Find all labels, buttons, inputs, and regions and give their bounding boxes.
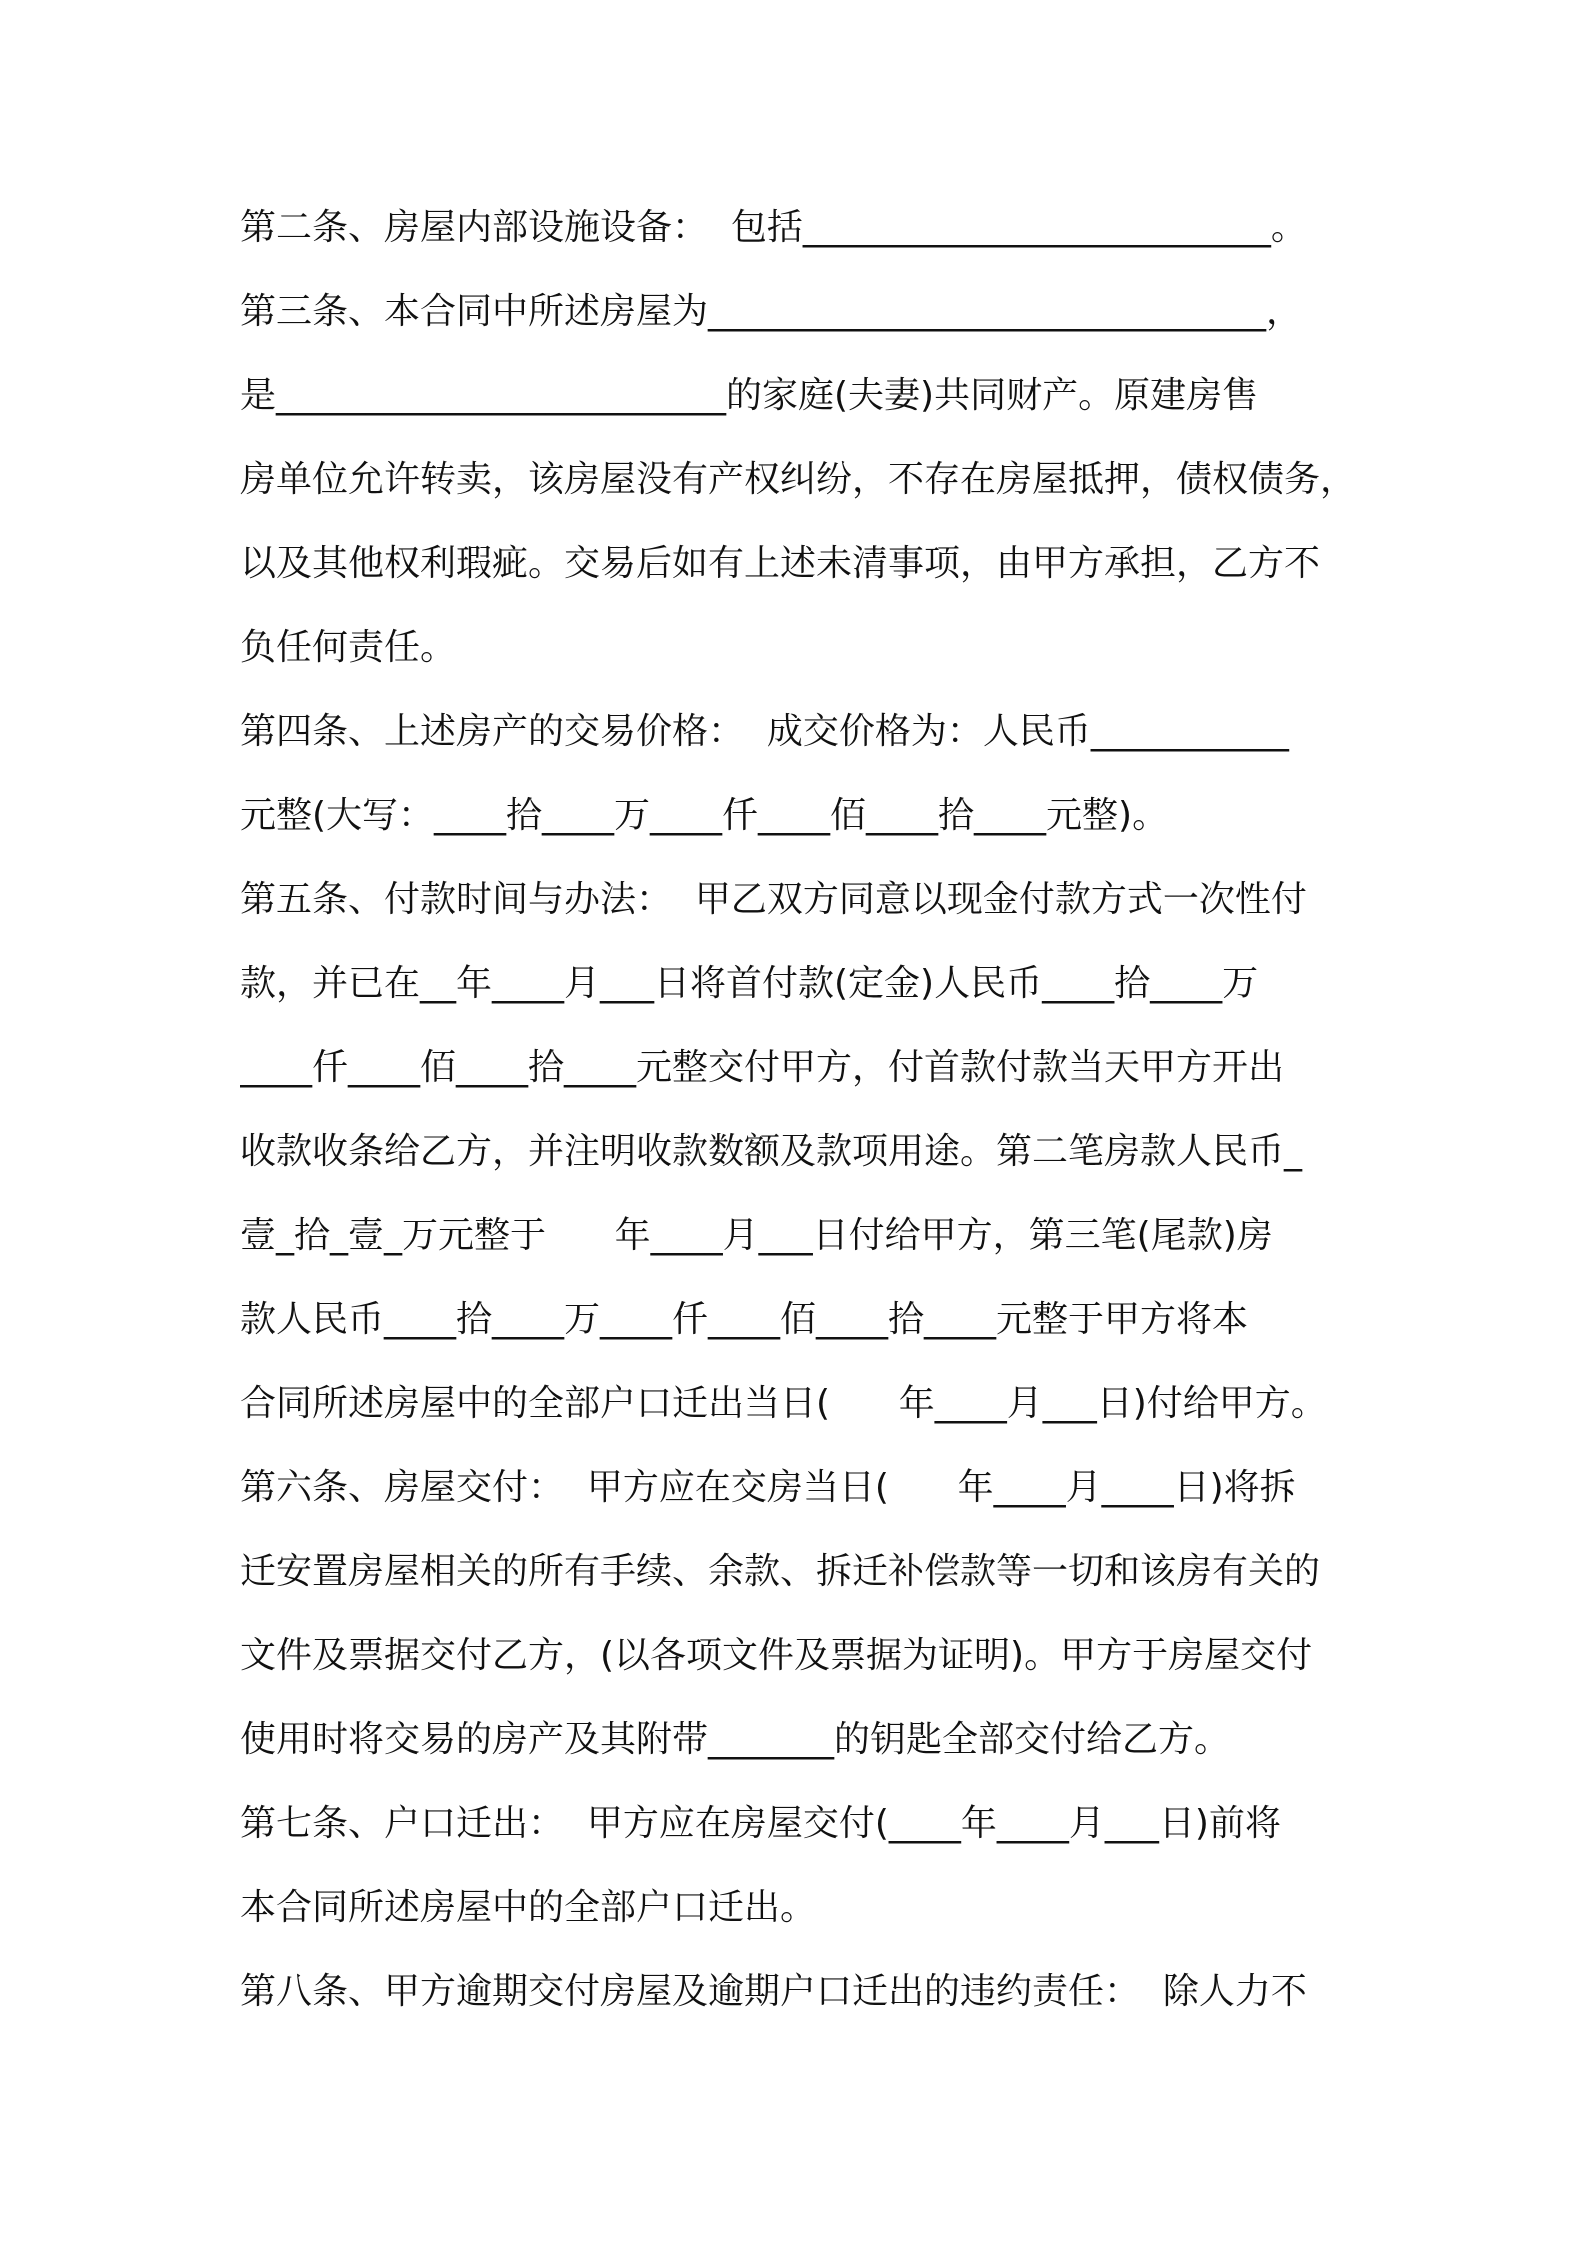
clause-6-line-4: 使用时将交易的房产及其附带_______的钥匙全部交付给乙方。 (240, 1719, 1231, 1760)
clause-3-line-1: 第三条、本合同中所述房屋为_______________________________， (240, 291, 1303, 332)
clause-2-line-1: 第二条、房屋内部设施设备： 包括__________________________。 (240, 207, 1307, 248)
clause-3-line-4: 以及其他权利瑕疵。交易后如有上述未清事项，由甲方承担，乙方不 (240, 543, 1321, 584)
clause-7-line-1: 第七条、户口迁出： 甲方应在房屋交付(____年____月___日)前将 (240, 1803, 1281, 1844)
clause-5-line-4: 收款收条给乙方，并注明收款数额及款项用途。第二笔房款人民币_ (240, 1131, 1303, 1172)
clause-4-line-2: 元整(大写：____拾____万____仟____佰____拾____元整)。 (240, 795, 1169, 836)
clause-3-line-3: 房单位允许转卖，该房屋没有产权纠纷，不存在房屋抵押，债权债务， (240, 459, 1357, 500)
clause-6-line-2: 迁安置房屋相关的所有手续、余款、拆迁补偿款等一切和该房有关的 (240, 1551, 1321, 1592)
clause-5-line-2: 款，并已在__年____月___日将首付款(定金)人民币____拾____万 (240, 963, 1259, 1004)
clause-3-line-5: 负任何责任。 (240, 627, 457, 668)
clause-5-line-5: 壹_拾_壹_万元整于 年____月___日付给甲方，第三笔(尾款)房 (240, 1215, 1273, 1256)
clause-7-line-2: 本合同所述房屋中的全部户口迁出。 (240, 1887, 817, 1928)
clause-5-line-3: ____仟____佰____拾____元整交付甲方，付首款付款当天甲方开出 (240, 1047, 1285, 1088)
clause-3-line-2: 是_________________________的家庭(夫妻)共同财产。原建房售 (240, 375, 1259, 416)
clause-8-line-1: 第八条、甲方逾期交付房屋及逾期户口迁出的违约责任： 除人力不 (240, 1971, 1307, 2012)
clause-6-line-3: 文件及票据交付乙方，(以各项文件及票据为证明)。甲方于房屋交付 (240, 1635, 1313, 1676)
clause-5-line-6: 款人民币____拾____万____仟____佰____拾____元整于甲方将本 (240, 1299, 1249, 1340)
clause-6-line-1: 第六条、房屋交付： 甲方应在交房当日( 年____月____日)将拆 (240, 1467, 1296, 1508)
clause-4-line-1: 第四条、上述房产的交易价格： 成交价格为：人民币___________ (240, 711, 1289, 752)
clause-5-line-1: 第五条、付款时间与办法： 甲乙双方同意以现金付款方式一次性付 (240, 879, 1307, 920)
clause-5-line-7: 合同所述房屋中的全部户口迁出当日( 年____月___日)付给甲方。 (240, 1383, 1327, 1424)
